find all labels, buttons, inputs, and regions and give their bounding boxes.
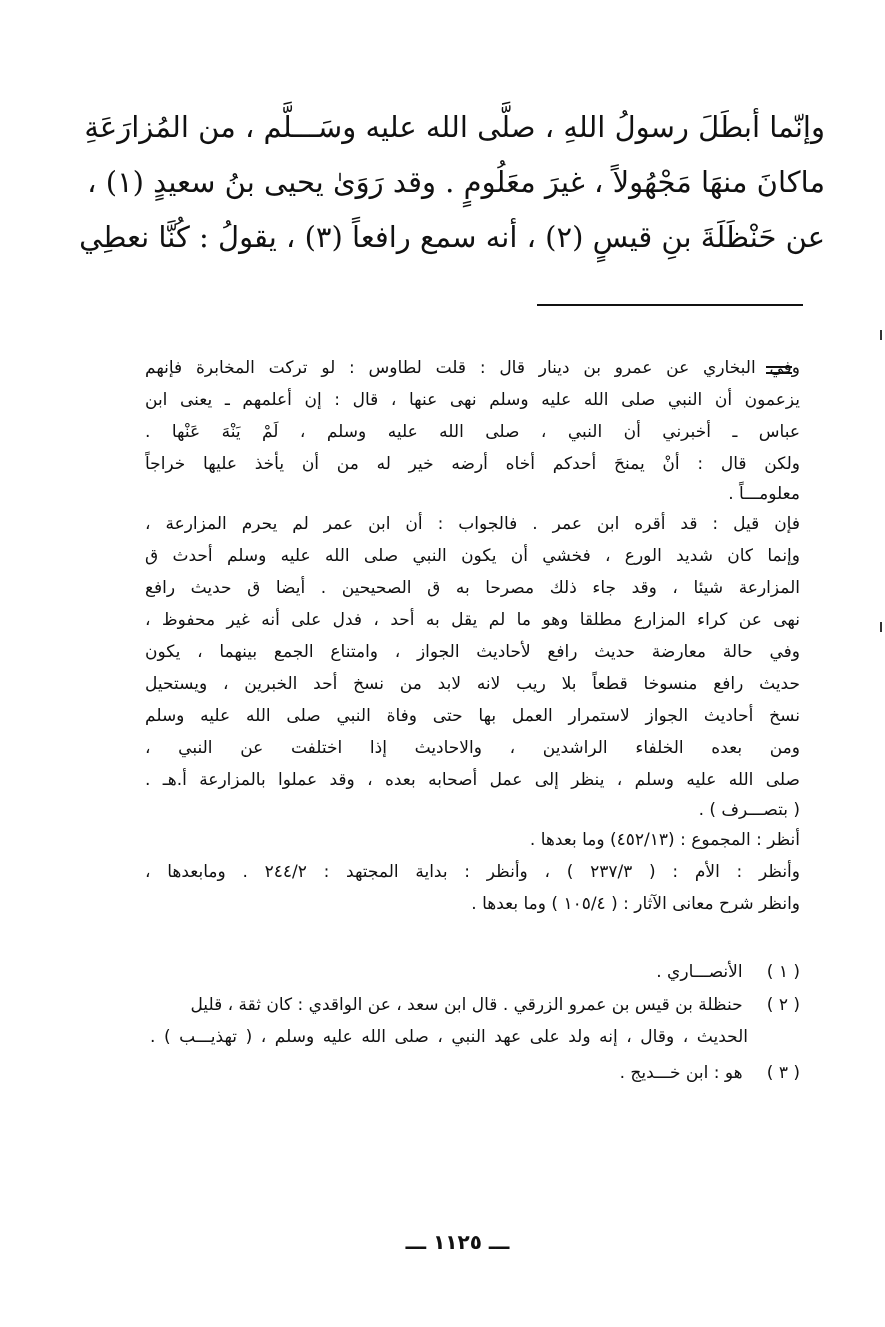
note-line: ومن بعده الخلفاء الراشدين ، والاحاديث إذا اختلفت عن النبي ، (145, 738, 800, 758)
note-line: وإنما كان شديد الورع ، فخشي أن يكون النبي صلى الله عليه وسلم أحدث ق (145, 546, 800, 566)
footnote-separator (537, 304, 803, 306)
note-line: وانظر شرح معانى الآثار : ( ١٠٥/٤ ) وما بعدها . (471, 894, 800, 914)
note-line: وفي حالة معارضة حديث رافع لأحاديث الجواز ، وامتناع الجمع بينهما ، يكون (145, 642, 800, 662)
footnote-number: ( ٣ ) (766, 1063, 800, 1083)
note-line: أنظر : المجموع : (٤٥٢/١٣) وما بعدها . (529, 830, 800, 850)
note-line: ( بتصـــرف ) . (698, 800, 800, 820)
note-line: صلى الله عليه وسلم ، ينظر إلى عمل أصحابه بعده ، وقد عملوا بالمزارعة أ.هـ . (145, 770, 800, 790)
note-line: حديث رافع منسوخا قطعاً بلا ريب لانه لابد من نسخ أحد الخبرين ، ويستحيل (145, 674, 800, 694)
note-line: نهى عن كراء المزارع مطلقا وهو ما لم يقل به أحد ، فدل على أنه غير محفوظ ، (145, 610, 800, 630)
note-line: فإن قيل : قد أقره ابن عمر . فالجواب : أن ابن عمر لم يحرم المزارعة ، (145, 514, 800, 534)
footnote-number: ( ٢ ) (766, 995, 800, 1015)
footnote-text: الحديث ، وقال ، إنه ولد على عهد النبي ، صلى الله عليه وسلم ، ( تهذيـــب ) . (150, 1027, 748, 1047)
footnote-2 (150, 989, 800, 1053)
footnote-text: الأنصـــاري . (656, 962, 743, 982)
main-text-line: ماكانَ منهَا مَجْهُولاً ، غيرَ معَلُومٍ . وقد رَوَىٰ يحيى بنُ سعيدٍ (١) ، (87, 165, 825, 199)
footnote-1 (150, 956, 800, 988)
note-line: ولكن قال : أنْ يمنحَ أحدكم أخاه أرضه خير له من أن يأخذ عليها خراجاً (145, 454, 800, 474)
note-line: عباس ـ أخبرني أن النبي ، صلى الله عليه وسلم ، لَمْ يَنْهَ عَنْها . (145, 422, 800, 442)
footnote-number: ( ١ ) (766, 962, 800, 982)
main-text-line: عن حَنْظَلَةَ بنِ قيسٍ (٢) ، أنه سمع رافعاً (٣) ، يقولُ : كُنَّا نعطِي (79, 220, 825, 254)
scan-mark (880, 330, 882, 340)
note-line: وأنظر : الأم : ( ٢٣٧/٣ ) ، وأنظر : بداية المجتهد : ٢٤٤/٢ . ومابعدها ، (145, 862, 800, 882)
scan-mark (880, 622, 882, 632)
note-line: المزارعة شيئا ، وقد جاء ذلك مصرحا به ق الصحيحين . أيضا ق حديث رافع (145, 578, 800, 598)
note-line: معلومـــاً . (728, 484, 800, 504)
footnote-text: حنظلة بن قيس بن عمرو الزرقي . قال ابن سعد ، عن الواقدي : كان ثقة ، قليل (190, 995, 743, 1015)
page-number: ـــ ١١٢٥ ـــ (405, 1230, 510, 1254)
footnote-text: هو : ابن خـــديج . (619, 1063, 743, 1083)
footnote-3 (150, 1057, 800, 1089)
main-text-line: وإنّما أبطَلَ رسولُ اللهِ ، صلَّى الله عليه وسَـــلَّم ، من المُزارَعَةِ (84, 110, 825, 144)
main-text-block (79, 100, 825, 265)
note-line: وفي البخاري عن عمرو بن دينار قال : قلت لطاوس : لو تركت المخابرة فإنهم (145, 358, 800, 378)
note-line: نسخ أحاديث الجواز لاستمرار العمل بها حتى وفاة النبي صلى الله عليه وسلم (145, 706, 800, 726)
notes-block (145, 352, 800, 920)
note-line: يزعمون أن النبي صلى الله عليه وسلم نهى عنها ، قال : إن أعلمهم ـ يعنى ابن (145, 390, 800, 410)
